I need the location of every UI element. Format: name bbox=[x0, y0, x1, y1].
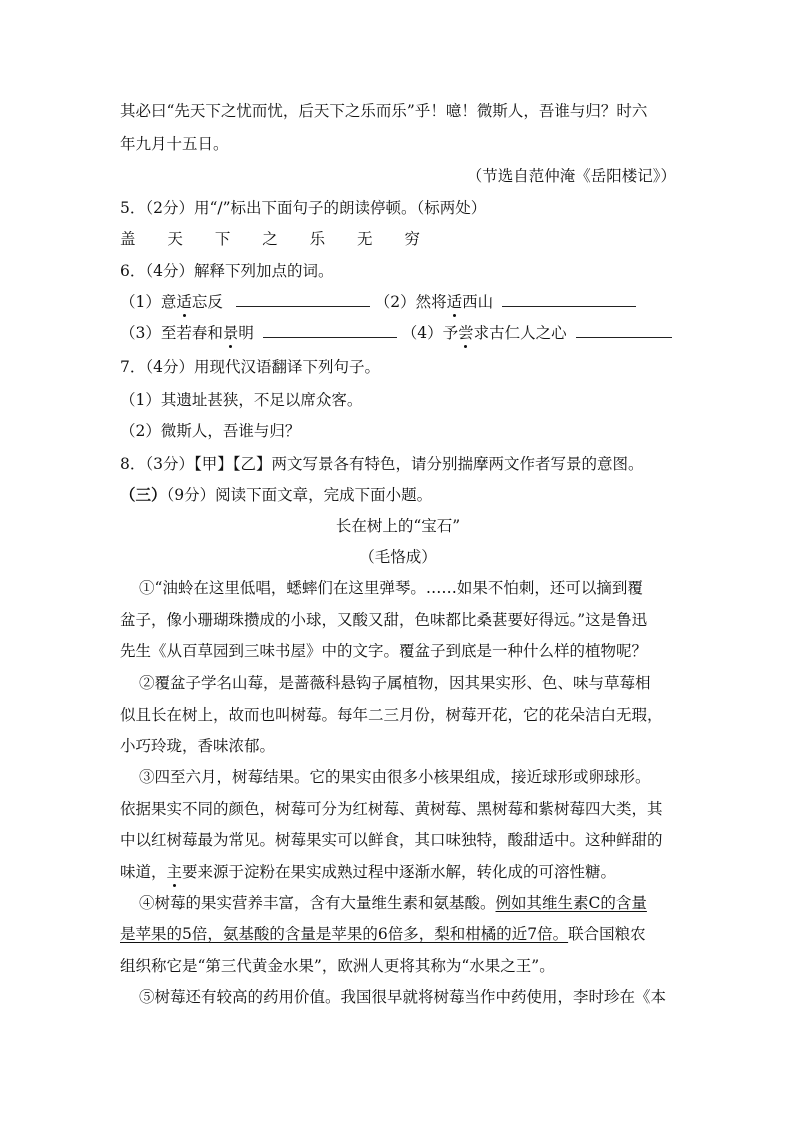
article-line: 中以红树莓最为常见。树莓果实可以鲜食，其口味独特，酸甜适中。这种鲜甜的 bbox=[120, 831, 663, 849]
passage-line: 年九月十五日。 bbox=[120, 135, 229, 153]
dotted-char: 景 bbox=[222, 324, 239, 342]
article-line: 似且长在树上，故而也叫树莓。每年二三月份，树莓开花，它的花朵洁白无瑕， bbox=[120, 706, 663, 724]
sentence-char: 下 bbox=[214, 230, 231, 248]
article-line: 味道，主要来源于淀粉在果实成熟过程中逐渐水解，转化成的可溶性糖。 bbox=[120, 863, 617, 881]
passage-source: （节选自范仲淹《岳阳楼记》） bbox=[466, 167, 676, 185]
question-8: 8．（3分）【甲】【乙】两文写景各有特色，请分别揣摩两文作者写景的意图。 bbox=[120, 455, 644, 473]
dotted-char: 主 bbox=[166, 863, 183, 881]
article-line: 组织称它是“第三代黄金水果”，欧洲人更将其称为“水果之王”。 bbox=[120, 957, 555, 975]
article-line: 盆子，像小珊瑚珠攒成的小球，又酸又甜，色味都比桑葚要好得远。”这是鲁迅 bbox=[120, 611, 648, 629]
dotted-char: 适 bbox=[446, 293, 463, 311]
question-7: 7．（4分）用现代汉语翻译下列句子。 bbox=[120, 358, 380, 376]
article-line: 先生《从百草园到三味书屋》中的文字。覆盆子到底是一种什么样的植物呢？ bbox=[120, 642, 648, 660]
article-line: 依据果实不同的颜色，树莓可分为红树莓、黄树莓、黑树莓和紫树莓四大类，其 bbox=[120, 800, 663, 818]
pause-sentence bbox=[120, 229, 420, 249]
article-line: 小巧玲珑，香味浓郁。 bbox=[120, 737, 276, 755]
answer-blank[interactable] bbox=[502, 292, 636, 307]
sentence-char: 之 bbox=[262, 230, 278, 248]
q7-sentence-2: （2）微斯人，吾谁与归？ bbox=[120, 422, 301, 440]
section-3-heading: （三）（9分）阅读下面文章，完成下面小题。 bbox=[120, 485, 433, 504]
sentence-char: 乐 bbox=[309, 230, 326, 248]
underlined-text: 例如其维生素C的含量 bbox=[495, 894, 647, 912]
underlined-text: 是苹果的5倍，氨基酸的含量是苹果的6倍多，梨和柑橘的近7倍。 bbox=[120, 925, 569, 943]
article-line: ①“油蛉在这里低唱，蟋蟀们在这里弹琴。……如果不怕刺，还可以摘到覆 bbox=[139, 579, 643, 597]
article-author: （毛恪成） bbox=[359, 548, 437, 566]
sentence-char: 盖 bbox=[120, 230, 136, 248]
dotted-char: 尝 bbox=[458, 324, 474, 342]
q6-row-1: （1）意适忘反 （2）然将适西山 bbox=[120, 292, 680, 312]
answer-blank[interactable] bbox=[263, 323, 397, 338]
article-title: 长在树上的“宝石” bbox=[335, 517, 461, 535]
sentence-char: 穷 bbox=[404, 230, 420, 248]
dotted-char: 适 bbox=[176, 293, 192, 311]
sentence-char: 天 bbox=[167, 230, 183, 248]
article-line: ②覆盆子学名山莓，是蔷薇科悬钩子属植物，因其果实形、色、味与草莓相 bbox=[139, 674, 651, 692]
article-line: 是苹果的5倍，氨基酸的含量是苹果的6倍多，梨和柑橘的近7倍。联合国粮农 bbox=[120, 925, 646, 943]
article-line: ④树莓的果实营养丰富，含有大量维生素和氨基酸。例如其维生素C的含量 bbox=[139, 894, 647, 912]
q6-row-2: （3）至若春和景明 （4）予尝求古仁人之心 bbox=[120, 323, 680, 343]
question-5: 5．（2分）用“/”标出下面句子的朗读停顿。（标两处） bbox=[120, 199, 487, 217]
q7-sentence-1: （1）其遗址甚狭，不足以席众客。 bbox=[120, 391, 363, 409]
article-line: ③四至六月，树莓结果。它的果实由很多小核果组成，接近球形或卵球形。 bbox=[139, 768, 651, 786]
answer-blank[interactable] bbox=[236, 292, 370, 307]
answer-blank[interactable] bbox=[576, 323, 672, 338]
article-line: ⑤树莓还有较高的药用价值。我国很早就将树莓当作中药使用，李时珍在《本 bbox=[139, 988, 667, 1006]
sentence-char: 无 bbox=[357, 230, 373, 248]
passage-line: 其必曰“先天下之忧而忧，后天下之乐而乐”乎！噫！微斯人，吾谁与归？时六 bbox=[120, 102, 648, 120]
question-6: 6．（4分）解释下列加点的词。 bbox=[120, 262, 334, 280]
